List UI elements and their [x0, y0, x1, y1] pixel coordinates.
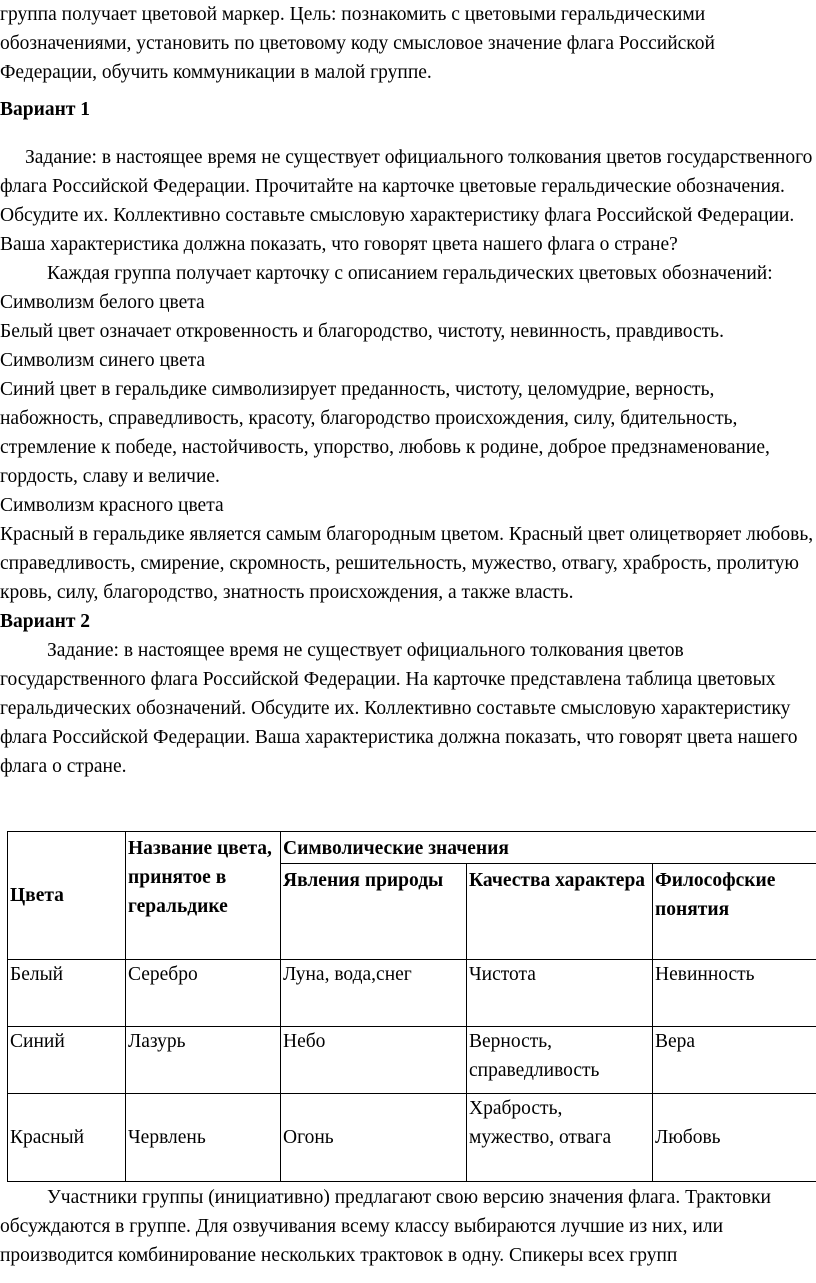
cell-nature: Огонь — [281, 1094, 467, 1182]
blue-symbolism-text: Синий цвет в геральдике символизирует преданность, чистоту, целомудрие, верность, набожность, справедливость, красоту, благородство происхождения, силу, бдительность, стремление к победе, настойчивость, упорство, любовь к родине, доброе предзнаменование, гордость, славу и величие. — [0, 379, 770, 487]
cell-philosophy: Вера — [653, 1027, 816, 1094]
variant1-task: Задание: в настоящее время не существует официального толкования цветов государственного флага Российской Федерации. Прочитайте на карточке цветовые геральдические обозначения. Обсудите их. Коллективно составьте смысловую характеристику флага Российской Федерации. Ваша характеристика должна показать, что говорят цвета нашего флага о стране? — [0, 147, 813, 255]
table-row — [8, 960, 816, 1027]
cell-character: Верность, справедливость — [467, 1027, 653, 1094]
cell-nature: Небо — [281, 1027, 467, 1094]
table-row — [8, 1027, 816, 1094]
cell-character: Храбрость, мужество, отвага — [467, 1094, 653, 1182]
header-colors: Цвета — [8, 832, 126, 960]
subheader-character: Качества характера — [467, 864, 653, 960]
variant2-task: Задание: в настоящее время не существует официального толкования цветов государственного флага Российской Федерации. На карточке представлена таблица цветовых геральдических обозначений. Обсудите их. Коллективно составьте смысловую характеристику флага Российской Федерации. Ваша характеристика должна показать, что говорят цвета нашего флага о стране. — [0, 640, 798, 777]
red-symbolism-text: Красный в геральдике является самым благородным цветом. Красный цвет олицетворяет любовь, справедливость, смирение, скромность, решительность, мужество, отвагу, храбрость, пролитую кровь, силу, благородство, знатность происхождения, а также власть. — [0, 524, 814, 603]
intro-paragraph: группа получает цветовой маркер. Цель: познакомить с цветовыми геральдическими обозначениями, установить по цветовому коду смысловое значение флага Российской Федерации, обучить коммуникации в малой группе. — [0, 4, 715, 83]
header-heraldic-name: Название цвета, принятое в геральдике — [126, 832, 281, 960]
variant1-card-intro: Каждая группа получает карточку с описанием геральдических цветовых обозначений: — [47, 263, 773, 284]
closing-paragraph: Участники группы (инициативно) предлагают свою версию значения флага. Трактовки обсуждаются в группе. Для озвучивания всему классу выбираются лучшие из них, или производится комбинирование нескольких трактовок в одну. Спикеры всех групп — [0, 1187, 771, 1266]
cell-heraldic-name: Серебро — [126, 960, 281, 1027]
table-row — [8, 1094, 816, 1182]
variant1-heading: Вариант 1 — [0, 99, 91, 120]
header-symbolic-values: Символические значения — [281, 832, 816, 864]
subheader-nature: Явления природы — [281, 864, 467, 960]
cell-nature: Луна, вода,снег — [281, 960, 467, 1027]
cell-philosophy: Любовь — [653, 1094, 816, 1182]
cell-heraldic-name: Червлень — [126, 1094, 281, 1182]
cell-color: Белый — [8, 960, 126, 1027]
cell-philosophy: Невинность — [653, 960, 816, 1027]
white-symbolism-title: Символизм белого цвета — [0, 292, 205, 313]
closing-section — [0, 1183, 816, 1270]
cell-character: Чистота — [467, 960, 653, 1027]
variant2-heading: Вариант 2 — [0, 611, 91, 632]
blue-symbolism-title: Символизм синего цвета — [0, 350, 206, 371]
cell-color: Синий — [8, 1027, 126, 1094]
cell-color: Красный — [8, 1094, 126, 1182]
white-symbolism-text: Белый цвет означает откровенность и благородство, чистоту, невинность, правдивость. — [0, 321, 724, 342]
cell-heraldic-name: Лазурь — [126, 1027, 281, 1094]
heraldic-colors-table — [7, 831, 816, 1182]
red-symbolism-title: Символизм красного цвета — [0, 495, 224, 516]
subheader-philosophy: Философские понятия — [653, 864, 816, 960]
